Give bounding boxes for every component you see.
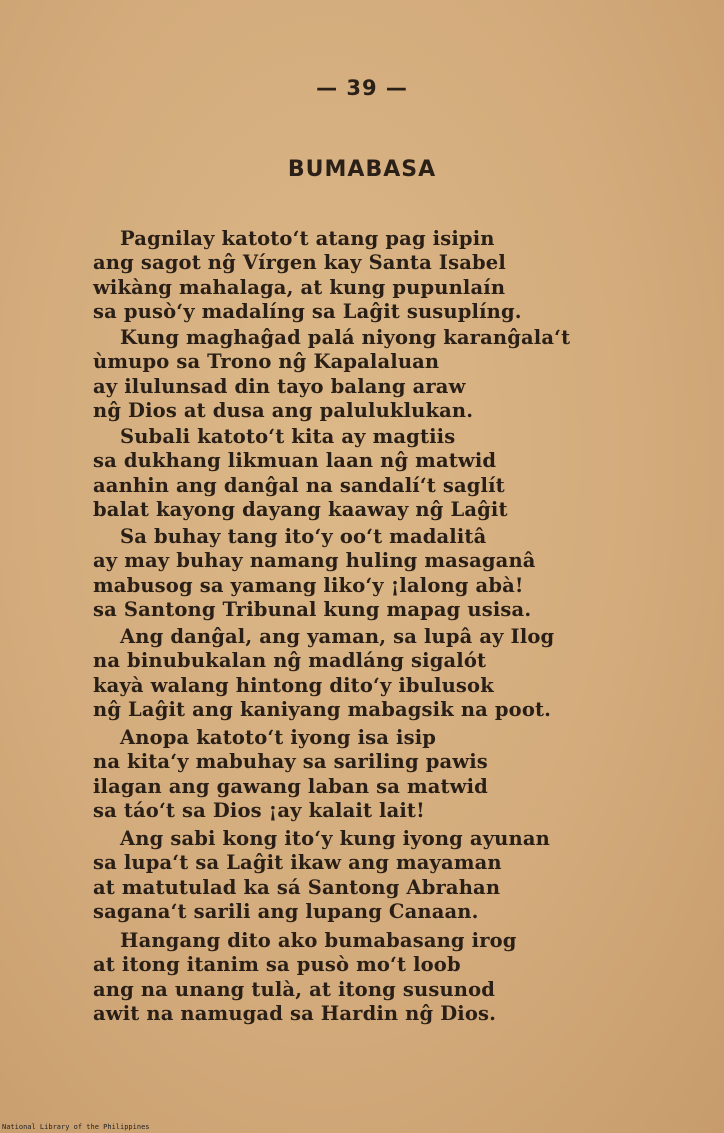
verse-line: sagana‘t sarili ang lupang Canaan. xyxy=(93,900,479,924)
verse-line: at matutulad ka sá Santong Abrahan xyxy=(93,875,501,899)
stanza xyxy=(93,326,570,424)
verse-line: Pagnilay katoto‘t atang pag isipin xyxy=(120,227,495,250)
library-footer: National Library of the Philippines xyxy=(2,1123,150,1131)
verse-line: ang na unang tulà, at itong susunod xyxy=(93,977,496,1001)
verse-line: sa táo‘t sa Dios ¡ay kalait lait! xyxy=(93,799,425,823)
stanza xyxy=(93,227,522,325)
stanza xyxy=(93,929,517,1027)
verse-line: sa dukhang likmuan laan nĝ matwid xyxy=(93,449,497,473)
verse-line: awit na namugad sa Hardin nĝ Dios. xyxy=(93,1002,497,1026)
verse-line: Subali katoto‘t kita ay magtiis xyxy=(120,425,456,448)
verse-line: balat kayong dayang kaaway nĝ Laĝit xyxy=(93,498,508,522)
verse-line: Sa buhay tang ito‘y oo‘t madalitâ xyxy=(120,525,487,548)
verse-line: sa Santong Tribunal kung mapag usisa. xyxy=(93,598,532,622)
verse-line: wikàng mahalaga, at kung pupunlaín xyxy=(93,275,506,299)
verse-line: sa lupa‘t sa Laĝit ikaw ang mayaman xyxy=(93,851,502,875)
verse-line: ùmupo sa Trono nĝ Kapalaluan xyxy=(93,350,440,374)
verse-line: na binubukalan nĝ madláng sigalót xyxy=(93,649,487,673)
verse-line: Ang sabi kong ito‘y kung iyong ayunan xyxy=(120,827,550,850)
stanza xyxy=(93,726,488,824)
verse-line: kayà walang hintong dito‘y ibulusok xyxy=(93,673,494,697)
verse-line: at itong itanim sa pusò mo‘t loob xyxy=(93,953,461,977)
verse-line: na kita‘y mabuhay sa sariling pawis xyxy=(93,750,488,774)
verse-line: aanhin ang danĝal na sandalí‘t saglít xyxy=(93,473,505,497)
verse-line: Kung maghaĝad palá niyong karanĝala‘t xyxy=(120,326,571,349)
verse-line: nĝ Dios at dusa ang paluluklukan. xyxy=(93,399,474,423)
stanza xyxy=(93,525,536,623)
verse-line: Anopa katoto‘t iyong isa isip xyxy=(120,726,437,749)
verse-line: nĝ Laĝit ang kaniyang mabagsik na poot. xyxy=(93,698,552,722)
verse-line: ilagan ang gawang laban sa matwid xyxy=(93,774,488,798)
stanza xyxy=(93,625,554,723)
verse-line: Ang danĝal, ang yaman, sa lupâ ay Ilog xyxy=(120,625,555,648)
verse-line: ay may buhay namang huling masaganâ xyxy=(93,549,536,573)
stanza xyxy=(93,425,508,523)
page-title: BUMABASA xyxy=(287,157,437,182)
verse-line: ang sagot nĝ Vírgen kay Santa Isabel xyxy=(93,251,506,275)
stanza xyxy=(93,827,550,925)
verse-line: sa pusò‘y madalíng sa Laĝit susuplíng. xyxy=(93,300,522,324)
verse-line: mabusog sa yamang liko‘y ¡lalong abà! xyxy=(93,573,524,597)
verse-line: ay ilulunsad din tayo balang araw xyxy=(93,374,466,398)
page-number: — 39 — xyxy=(316,76,408,100)
verse-line: Hangang dito ako bumabasang irog xyxy=(120,929,517,952)
